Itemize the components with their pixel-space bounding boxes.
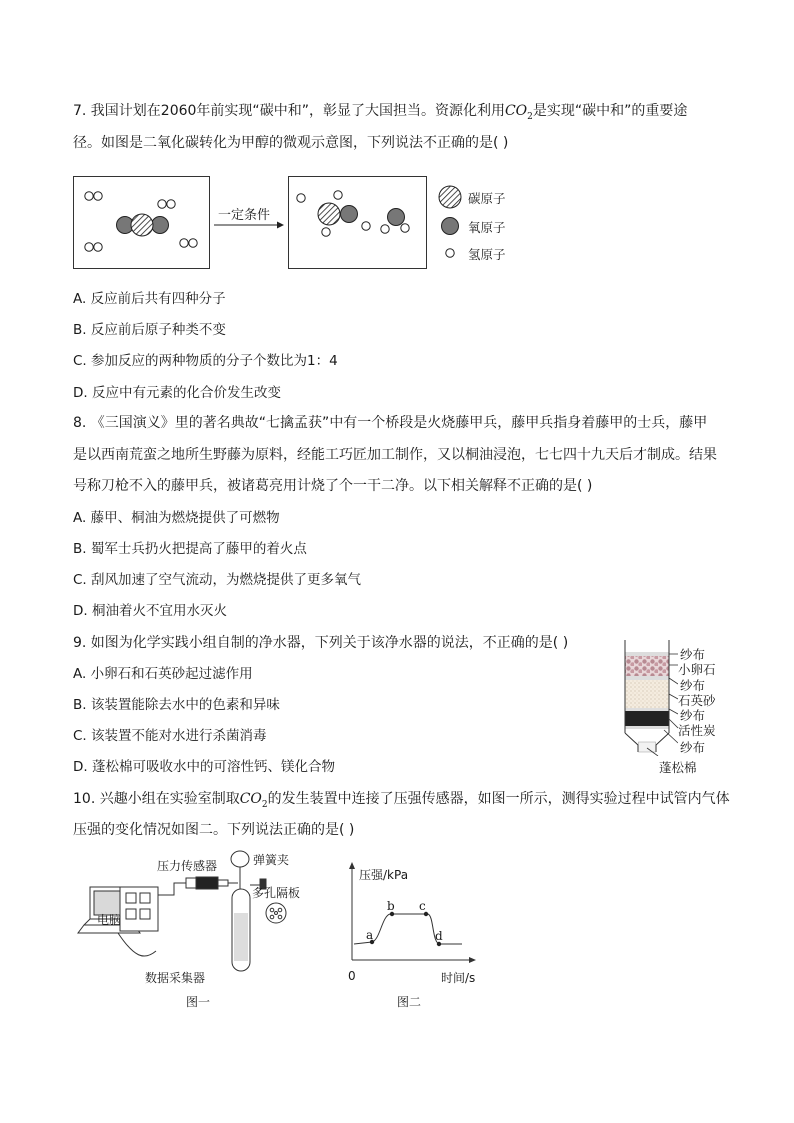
atom-legend-symbols (436, 183, 466, 268)
activated-carbon-layer (626, 711, 669, 726)
legend-oxygen: 氧原子 (468, 220, 506, 235)
gauze-layer (626, 708, 669, 711)
pressure-sensor-icon (186, 877, 228, 889)
layer-label-gauze-4: 纱布 (680, 740, 706, 755)
data-collector-icon (120, 887, 158, 931)
h2-molecule (85, 192, 102, 200)
label-computer: 电脑 (97, 913, 122, 927)
oxygen-atom-icon (442, 218, 459, 235)
q8-stem-line1: 8. 《三国演义》里的著名典故“七擒孟获”中有一个桥段是火烧藤甲兵，藤甲兵指身着藤甲的士兵，藤甲 (73, 415, 708, 431)
layer-label-pebbles: 小卵石 (678, 662, 716, 677)
co2-molecule (117, 214, 169, 236)
reactant-molecules (74, 177, 209, 268)
test-tube-icon (231, 851, 266, 971)
q7-option-a: A. 反应前后共有四种分子 (73, 291, 226, 307)
q7-stem-line2: 径。如图是二氧化碳转化为甲醇的微观示意图，下列说法不正确的是( ) (73, 135, 509, 151)
legend-carbon: 碳原子 (468, 191, 506, 206)
q8-stem-line3: 号称刀枪不入的藤甲兵，被诸葛亮用计烧了个一干二净。以下相关解释不正确的是( ) (73, 478, 593, 494)
hydrogen-atom-icon (446, 249, 454, 257)
q9-option-c: C. 该装置不能对水进行杀菌消毒 (73, 728, 267, 744)
porous-plate-icon (266, 903, 286, 923)
carbon-atom-icon (439, 186, 461, 208)
label-pressure-sensor: 压力传感器 (157, 859, 218, 873)
q8-option-d: D. 桐油着火不宜用水灭火 (73, 603, 227, 619)
q7-option-d: D. 反应中有元素的化合价发生改变 (73, 385, 281, 401)
label-spring-clip: 弹簧夹 (253, 853, 290, 867)
figure1-caption: 图一 (186, 995, 211, 1009)
graph-ylabel: 压强/kPa (359, 868, 409, 882)
q7-stem-line1: 7. 我国计划在2060年前实现“碳中和”，彰显了大国担当。资源化利用$CO_2$是实现“碳中和”的重要途 (73, 103, 688, 122)
q8-option-b: B. 蜀军士兵扔火把提高了藤甲的着火点 (73, 541, 307, 557)
point-label-a: a (366, 928, 374, 942)
layer-label-cotton: 蓬松棉 (659, 760, 697, 775)
graph-origin: 0 (348, 969, 356, 983)
reactants-box (73, 176, 210, 269)
layer-label-gauze-2: 纱布 (680, 678, 706, 693)
q8-option-a: A. 藤甲、桐油为燃烧提供了可燃物 (73, 510, 280, 526)
arrow-label: 一定条件 (218, 208, 271, 223)
pebble-layer (626, 656, 669, 676)
gauze-layer (626, 652, 669, 656)
product-molecules (289, 177, 426, 268)
graph-xlabel: 时间/s (441, 971, 476, 985)
label-data-collector: 数据采集器 (145, 971, 206, 985)
point-label-c: c (419, 899, 426, 913)
point-label-d: d (435, 929, 443, 943)
q7-option-c: C. 参加反应的两种物质的分子个数比为1：4 (73, 353, 338, 369)
q8-stem-line2: 是以西南荒蛮之地所生野藤为原料，经能工巧匠加工制作，又以桐油浸泡，七七四十九天后才制成。结果 (73, 447, 717, 463)
layer-label-activated-carbon: 活性炭 (678, 723, 716, 738)
water-molecule (381, 209, 409, 234)
h2-molecule (158, 200, 175, 208)
figure2-caption: 图二 (397, 995, 422, 1009)
water-filter-diagram (618, 638, 678, 756)
layer-label-quartz-sand: 石英砂 (678, 693, 716, 708)
reaction-arrow (212, 220, 286, 230)
q10-stem-line2: 压强的变化情况如图二。下列说法正确的是( ) (73, 822, 355, 838)
h2-molecule (85, 243, 102, 251)
cotton-layer (639, 742, 656, 752)
gauze-layer (626, 726, 669, 729)
legend-hydrogen: 氢原子 (468, 247, 506, 262)
q7-option-b: B. 反应前后原子种类不变 (73, 322, 226, 338)
h2-molecule (180, 239, 197, 247)
quartz-sand-layer (626, 680, 669, 708)
q9-option-a: A. 小卵石和石英砂起过滤作用 (73, 666, 253, 682)
q9-stem: 9. 如图为化学实践小组自制的净水器，下列关于该净水器的说法，不正确的是( ) (73, 635, 569, 651)
q9-option-b: B. 该装置能除去水中的色素和异味 (73, 697, 280, 713)
layer-label-gauze-1: 纱布 (680, 647, 706, 662)
co2-formula: $CO_2$ (239, 791, 268, 810)
q10-stem-line1: 10. 兴趣小组在实验室制取$CO_2$的发生装置中连接了压强传感器，如图一所示，测得实验过程中试管内气体 (73, 791, 730, 810)
layer-label-gauze-3: 纱布 (680, 708, 706, 723)
co2-formula: $CO_2$ (504, 103, 533, 122)
q9-option-d: D. 蓬松棉可吸收水中的可溶性钙、镁化合物 (73, 759, 335, 775)
q8-option-c: C. 刮风加速了空气流动，为燃烧提供了更多氧气 (73, 572, 362, 588)
gauze-layer (626, 676, 669, 680)
point-label-b: b (387, 899, 395, 913)
label-porous-plate: 多孔隔板 (252, 886, 301, 900)
methanol-molecule (297, 191, 370, 236)
products-box (288, 176, 427, 269)
